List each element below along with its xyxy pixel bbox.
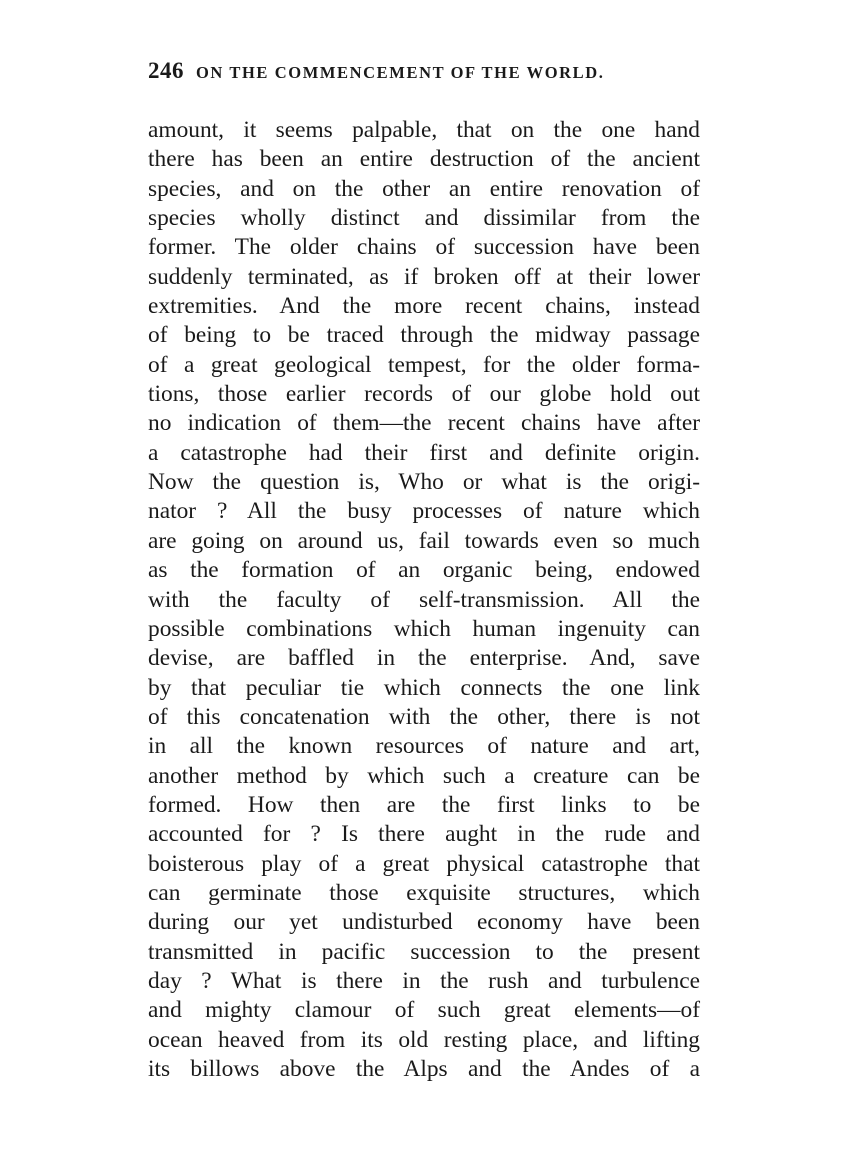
text-line: as the formation of an organic being, endowed [148,557,700,584]
page-number: 246 [148,58,184,83]
text-line: extremities. And the more recent chains, instead [148,293,700,320]
text-line: former. The older chains of succession have been [148,234,700,261]
text-line: boisterous play of a great physical catastrophe that [148,850,700,877]
text-line: there has been an entire destruction of the ancient [148,146,700,173]
text-line: by that peculiar tie which connects the one link [148,674,700,701]
text-line: nator ? All the busy processes of nature which [148,498,700,525]
text-line: ocean heaved from its old resting place, and lifting [148,1026,700,1053]
text-line: devise, are baffled in the enterprise. And, save [148,645,700,672]
body-text [148,116,700,1084]
running-head [148,58,708,94]
text-line: of being to be traced through the midway passage [148,322,700,349]
text-line: another method by which such a creature can be [148,762,700,789]
running-title: ON THE COMMENCEMENT OF THE WORLD. [196,63,605,82]
text-line: species wholly distinct and dissimilar from the [148,205,700,232]
text-line: tions, those earlier records of our globe hold out [148,381,700,408]
text-line: formed. How then are the first links to be [148,791,700,818]
text-line: in all the known resources of nature and art, [148,733,700,760]
text-line: accounted for ? Is there aught in the rude and [148,821,700,848]
text-line: of a great geological tempest, for the older forma- [148,351,700,378]
text-line: can germinate those exquisite structures, which [148,879,700,906]
text-line: suddenly terminated, as if broken off at their lower [148,263,700,290]
text-line: no indication of them—the recent chains have after [148,410,700,437]
text-line: and mighty clamour of such great elements—of [148,997,700,1024]
text-line: possible combinations which human ingenuity can [148,615,700,642]
text-line: during our yet undisturbed economy have been [148,909,700,936]
text-line: Now the question is, Who or what is the origi- [148,469,700,496]
text-line: day ? What is there in the rush and turbulence [148,967,700,994]
text-line: species, and on the other an entire renovation of [148,175,700,202]
text-line: of this concatenation with the other, there is not [148,703,700,730]
text-line: amount, it seems palpable, that on the one hand [148,117,700,143]
text-line: are going on around us, fail towards even so much [148,527,700,554]
text-line: with the faculty of self-transmission. All the [148,586,700,613]
text-line: a catastrophe had their first and definite origin. [148,439,700,466]
text-line: transmitted in pacific succession to the present [148,938,700,965]
text-line: its billows above the Alps and the Andes of a [148,1056,700,1082]
